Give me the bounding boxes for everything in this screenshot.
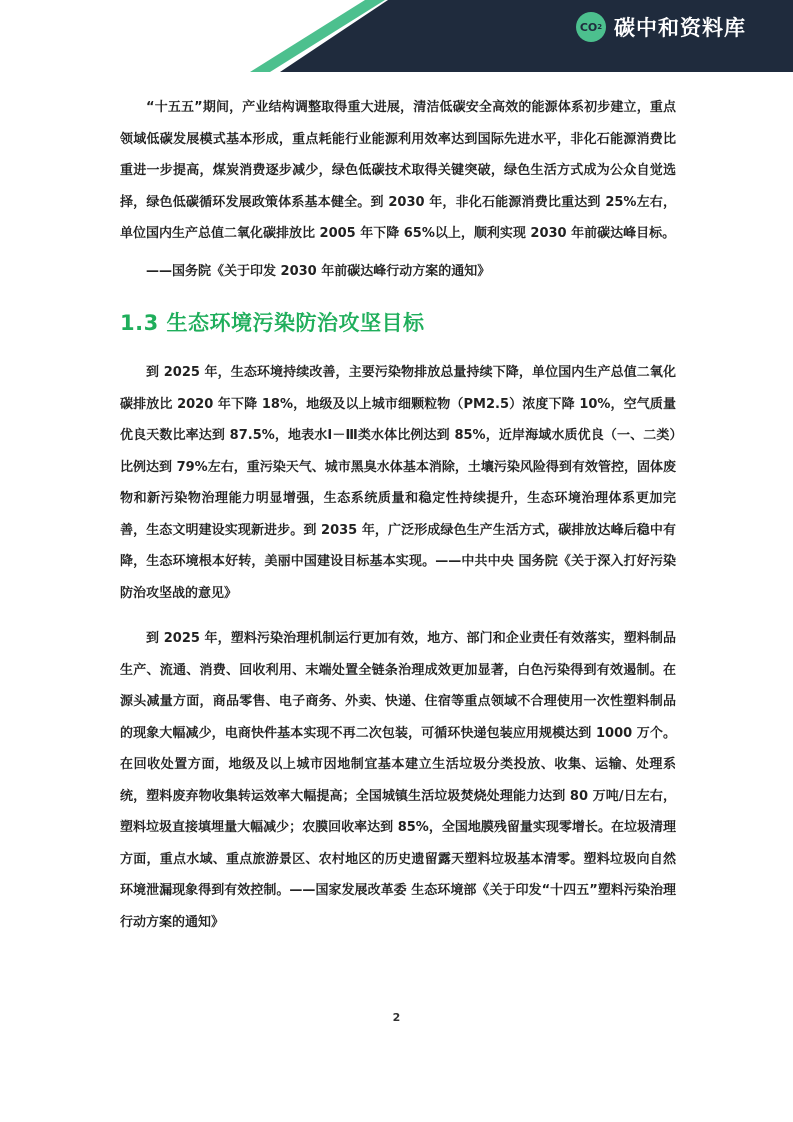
section-heading: 1.3 生态环境污染防治攻坚目标 xyxy=(120,311,425,335)
document-body xyxy=(120,92,676,938)
intro-citation: ——国务院《关于印发 2030 年前碳达峰行动方案的通知》 xyxy=(146,263,491,279)
brand-name: 碳中和资料库 xyxy=(614,16,746,40)
page-number: 2 xyxy=(392,1011,401,1024)
section-paragraph-2: 到 2025 年，塑料污染治理机制运行更加有效，地方、部门和企业责任有效落实，塑料制品生产、流通、消费、回收利用、末端处置全链条治理成效更加显著，白色污染得到有效遏制。在源头减量方面，商品零售、电子商务、外卖、快递、住宿等重点领域不合理使用一次性塑料制品的现象大幅减少，电商快件基本实现不再二次包装，可循环快递包装应用规模达到 1000 万个。在回收处置方面，地级及以上城市因地制宜基本建立生活垃圾分类投放、收集、运输、处理系统，塑料废弃物收集转运效率大幅提高；全国城镇生活垃圾焚烧处理能力达到 80 万吨/日左右，塑料垃圾直接填埋量大幅减少；农膜回收率达到 85%，全国地膜残留量实现零增长。在垃圾清理方面，重点水域、重点旅游景区、农村地区的历史遗留露天塑料垃圾基本清零。塑料垃圾向自然环境泄漏现象得到有效控制。——国家发展改革委 生态环境部《关于印发“十四五”塑料污染治理行动方案的通知》 xyxy=(120,631,676,930)
intro-paragraph: “十五五”期间，产业结构调整取得重大进展，清洁低碳安全高效的能源体系初步建立，重点领域低碳发展模式基本形成，重点耗能行业能源利用效率达到国际先进水平，非化石能源消费比重进一步提高，煤炭消费逐步减少，绿色低碳技术取得关键突破，绿色生活方式成为公众自觉选择，绿色低碳循环发展政策体系基本健全。到 2030 年，非化石能源消费比重达到 25%左右，单位国内生产总值二氧化碳排放比 2005 年下降 65%以上，顺利实现 2030 年前碳达峰目标。 xyxy=(120,100,676,241)
section-paragraph-1: 到 2025 年，生态环境持续改善，主要污染物排放总量持续下降，单位国内生产总值二氧化碳排放比 2020 年下降 18%，地级及以上城市细颗粒物（PM2.5）浓度下降 10%，空气质量优良天数比率达到 87.5%，地表水Ⅰ－Ⅲ类水体比例达到 85%，近岸海域水质优良（一、二类）比例达到 79%左右，重污染天气、城市黑臭水体基本消除，土壤污染风险得到有效管控，固体废物和新污染物治理能力明显增强，生态系统质量和稳定性持续提升，生态环境治理体系更加完善，生态文明建设实现新进步。到 2035 年，广泛形成绿色生产生活方式，碳排放达峰后稳中有降，生态环境根本好转，美丽中国建设目标基本实现。——中共中央 国务院《关于深入打好污染防治攻坚战的意见》 xyxy=(120,365,676,601)
co2-badge-icon xyxy=(576,12,606,42)
co2-badge-subscript: 2 xyxy=(597,23,603,31)
brand-logo xyxy=(576,12,746,42)
page-header xyxy=(0,0,793,72)
co2-badge-text: CO xyxy=(579,20,598,34)
